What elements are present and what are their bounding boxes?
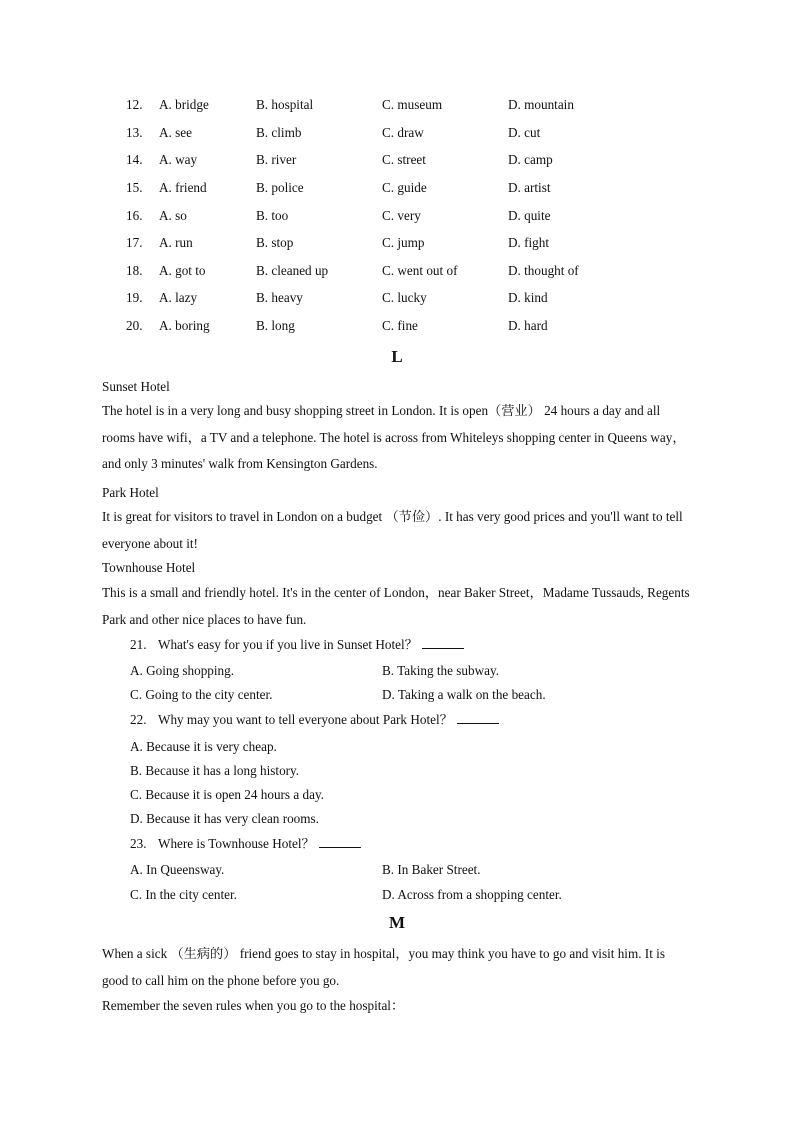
question-21	[130, 635, 464, 655]
question-number: 17.	[126, 235, 143, 250]
option-c: C. street	[382, 152, 426, 167]
option-b: B. climb	[256, 125, 302, 140]
answer-blank[interactable]	[319, 835, 361, 848]
option-a: A. boring	[159, 318, 210, 333]
option-a: A. bridge	[159, 97, 209, 112]
choice-b: B. In Baker Street.	[382, 862, 481, 877]
question-number: 21.	[130, 637, 147, 652]
section-heading-l: L	[391, 347, 403, 366]
choice-c: C. Going to the city center.	[130, 687, 273, 702]
choice-a: A. Going shopping.	[130, 663, 235, 678]
option-a: A. so	[159, 208, 187, 223]
option-c: C. fine	[382, 318, 418, 333]
hotel-name-park: Park Hotel	[102, 485, 159, 500]
option-d: D. artist	[508, 180, 551, 195]
option-c: C. went out of	[382, 263, 458, 278]
option-b: B. hospital	[256, 97, 314, 112]
option-d: D. mountain	[508, 97, 574, 112]
question-23	[130, 834, 361, 854]
option-c: C. museum	[382, 97, 443, 112]
section-m-text: When a sick （生病的） friend goes to stay in hospital，you may think you have to go and visit him. It is good to call him on the phone before you go.	[102, 946, 665, 988]
section-heading-m: M	[388, 913, 406, 932]
option-d: D. hard	[508, 318, 548, 333]
question-number: 18.	[126, 263, 143, 278]
option-a: A. lazy	[159, 290, 198, 305]
hotel-description-park: It is great for visitors to travel in London on a budget （节俭）. It has very good prices and you'll want to tell everyone about it!	[102, 509, 683, 551]
option-b: B. too	[256, 208, 289, 223]
choice-d: D. Taking a walk on the beach.	[382, 687, 546, 702]
question-number: 23.	[130, 836, 147, 851]
choice-a: A. Because it is very cheap.	[130, 739, 277, 754]
hotel-description-townhouse: This is a small and friendly hotel. It's in the center of London，near Baker Street，Madame Tussauds, Regents Park and other nice places to have fun.	[102, 585, 690, 627]
option-b: B. police	[256, 180, 304, 195]
option-a: A. way	[159, 152, 198, 167]
question-number: 20.	[126, 318, 143, 333]
choice-a: A. In Queensway.	[130, 862, 225, 877]
option-b: B. cleaned up	[256, 263, 329, 278]
answer-blank[interactable]	[457, 711, 499, 724]
option-c: C. draw	[382, 125, 424, 140]
choice-b: B. Taking the subway.	[382, 663, 500, 678]
choice-d: D. Because it has very clean rooms.	[130, 811, 319, 826]
hotel-name-townhouse: Townhouse Hotel	[102, 560, 196, 575]
option-b: B. long	[256, 318, 295, 333]
question-number: 16.	[126, 208, 143, 223]
hotel-name-sunset: Sunset Hotel	[102, 379, 170, 394]
option-c: C. jump	[382, 235, 425, 250]
choice-d: D. Across from a shopping center.	[382, 887, 562, 902]
question-number: 13.	[126, 125, 143, 140]
choice-c: C. In the city center.	[130, 887, 237, 902]
option-a: A. see	[159, 125, 192, 140]
option-c: C. guide	[382, 180, 427, 195]
option-b: B. stop	[256, 235, 294, 250]
option-c: C. lucky	[382, 290, 427, 305]
hotel-description-sunset: The hotel is in a very long and busy shopping street in London. It is open（营业） 24 hours a day and all rooms have wifi，a TV and a telephone. The hotel is across from Whiteleys shopping center in Queens way，and only 3 minutes' walk from Kensington Gardens.	[102, 403, 686, 471]
option-d: D. thought of	[508, 263, 579, 278]
answer-blank[interactable]	[422, 636, 464, 649]
choice-c: C. Because it is open 24 hours a day.	[130, 787, 324, 802]
question-number: 22.	[130, 712, 147, 727]
question-22	[130, 710, 499, 730]
option-d: D. quite	[508, 208, 551, 223]
question-number: 14.	[126, 152, 143, 167]
question-text: Why may you want to tell everyone about Park Hotel？	[158, 712, 453, 727]
option-b: B. river	[256, 152, 297, 167]
option-c: C. very	[382, 208, 421, 223]
question-number: 15.	[126, 180, 143, 195]
option-d: D. cut	[508, 125, 541, 140]
option-d: D. fight	[508, 235, 550, 250]
option-d: D. kind	[508, 290, 548, 305]
question-number: 12.	[126, 97, 143, 112]
section-m-rules-intro: Remember the seven rules when you go to the hospital：	[102, 998, 405, 1013]
question-text: Where is Townhouse Hotel？	[158, 836, 315, 851]
option-b: B. heavy	[256, 290, 303, 305]
option-a: A. run	[159, 235, 193, 250]
option-a: A. friend	[159, 180, 207, 195]
option-d: D. camp	[508, 152, 553, 167]
question-number: 19.	[126, 290, 143, 305]
choice-b: B. Because it has a long history.	[130, 763, 300, 778]
question-text: What's easy for you if you live in Sunset Hotel？	[158, 637, 418, 652]
option-a: A. got to	[159, 263, 206, 278]
